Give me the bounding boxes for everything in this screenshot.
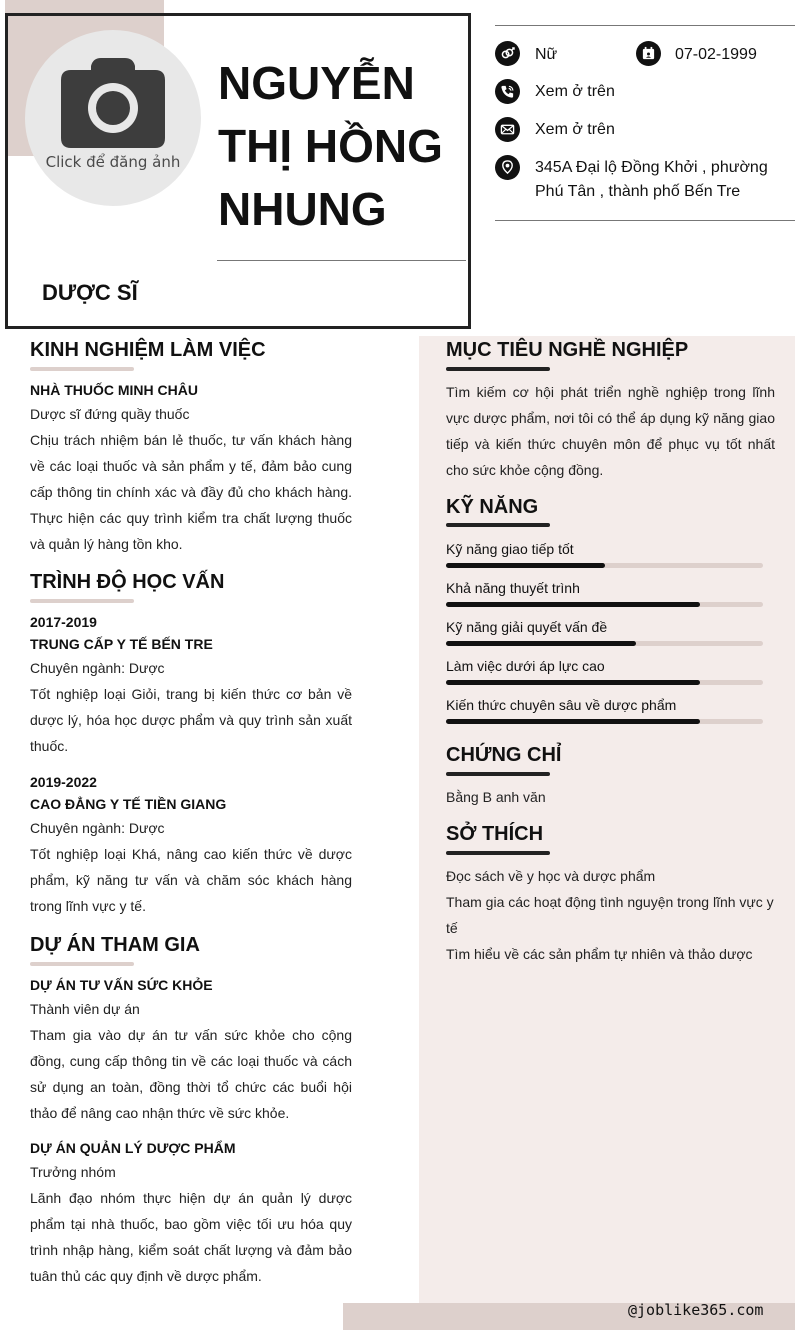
skill-item bbox=[446, 540, 763, 568]
job-title: DƯỢC SĨ bbox=[42, 280, 138, 305]
skill-bar bbox=[446, 719, 763, 724]
skill-item bbox=[446, 696, 763, 724]
section-underline bbox=[30, 599, 134, 603]
skill-item bbox=[446, 579, 763, 607]
skill-bar bbox=[446, 641, 763, 646]
section-underline bbox=[446, 772, 550, 776]
skill-item bbox=[446, 657, 763, 685]
education-period: 2019-2022 bbox=[30, 774, 97, 790]
envelope-icon bbox=[495, 117, 520, 142]
section-title-skills: KỸ NĂNG bbox=[446, 496, 539, 518]
skill-bar-fill bbox=[446, 563, 605, 568]
skill-bar-fill bbox=[446, 641, 636, 646]
skill-bar-fill bbox=[446, 719, 700, 724]
section-title-experience: KINH NGHIỆM LÀM VIỆC bbox=[30, 339, 266, 361]
section-title-hobbies: SỞ THÍCH bbox=[446, 823, 544, 845]
experience-description: Chịu trách nhiệm bán lẻ thuốc, tư vấn khách hàng về các loại thuốc và sản phẩm y tế, đảm bảo cung cấp thông tin chính xác và đầy đủ cho khách hàng. Thực hiện các quy trình kiểm tra chất lượng thuốc và quản lý hàng tồn kho. bbox=[30, 432, 352, 552]
contact-divider-bottom bbox=[495, 220, 795, 221]
education-major: Chuyên ngành: Dược bbox=[30, 660, 165, 676]
contact-phone: Xem ở trên bbox=[535, 83, 615, 100]
project-item bbox=[30, 1137, 352, 1289]
section-title-projects: DỰ ÁN THAM GIA bbox=[30, 934, 200, 956]
candidate-name: NGUYỄN THỊ HỒNG NHUNG bbox=[218, 57, 443, 235]
skill-bar-fill bbox=[446, 680, 700, 685]
education-description: Tốt nghiệp loại Giỏi, trang bị kiến thức cơ bản về dược lý, hóa học dược phẩm và quy trình sản xuất thuốc. bbox=[30, 686, 352, 754]
section-underline bbox=[30, 367, 134, 371]
skill-name: Kỹ năng giải quyết vấn đề bbox=[446, 619, 608, 635]
contact-gender: Nữ bbox=[535, 46, 558, 63]
contact-email: Xem ở trên bbox=[535, 121, 615, 138]
certificate-item: Bằng B anh văn bbox=[446, 789, 546, 805]
contact-address: 345A Đại lộ Đồng Khởi , phường Phú Tân , thành phố Bến Tre bbox=[535, 159, 768, 200]
education-school: TRUNG CẤP Y TẾ BẾN TRE bbox=[30, 636, 213, 652]
skill-bar-fill bbox=[446, 602, 700, 607]
camera-icon bbox=[61, 56, 165, 148]
location-pin-icon bbox=[495, 155, 520, 180]
hobby-item: Tìm hiểu về các sản phẩm tự nhiên và thảo dược bbox=[446, 946, 753, 962]
project-name: DỰ ÁN TƯ VẤN SỨC KHỎE bbox=[30, 977, 213, 993]
skill-bar bbox=[446, 680, 763, 685]
education-description: Tốt nghiệp loại Khá, nâng cao kiến thức về dược phẩm, kỹ năng tư vấn và chăm sóc khách hàng trong lĩnh vực y tế. bbox=[30, 846, 352, 914]
education-major: Chuyên ngành: Dược bbox=[30, 820, 165, 836]
project-role: Thành viên dự án bbox=[30, 1001, 140, 1017]
skill-item bbox=[446, 618, 763, 646]
section-underline bbox=[446, 367, 550, 371]
profile-photo-upload[interactable] bbox=[25, 30, 201, 206]
skill-bar bbox=[446, 602, 763, 607]
project-description: Tham gia vào dự án tư vấn sức khỏe cho cộng đồng, cung cấp thông tin về các loại thuốc và cách sử dụng an toàn, đồng thời tổ chức các buổi hội thảo để nâng cao nhận thức về sức khỏe. bbox=[30, 1027, 352, 1121]
education-period: 2017-2019 bbox=[30, 614, 97, 630]
project-item bbox=[30, 974, 352, 1126]
contact-dob: 07-02-1999 bbox=[675, 46, 757, 63]
section-underline bbox=[30, 962, 134, 966]
section-title-objective: MỤC TIÊU NGHỀ NGHIỆP bbox=[446, 339, 689, 361]
section-underline bbox=[446, 523, 550, 527]
experience-item bbox=[30, 379, 352, 557]
name-divider bbox=[217, 260, 466, 261]
project-role: Trưởng nhóm bbox=[30, 1164, 116, 1180]
skill-name: Kỹ năng giao tiếp tốt bbox=[446, 541, 574, 557]
section-title-education: TRÌNH ĐỘ HỌC VẤN bbox=[30, 571, 225, 593]
section-title-certificates: CHỨNG CHỈ bbox=[446, 744, 562, 766]
education-school: CAO ĐẲNG Y TẾ TIỀN GIANG bbox=[30, 796, 227, 812]
calendar-icon bbox=[636, 41, 661, 66]
photo-caption: Click để đăng ảnh bbox=[45, 153, 181, 171]
hobby-item: Đọc sách về y học và dược phẩm bbox=[446, 868, 656, 884]
phone-icon bbox=[495, 79, 520, 104]
contact-divider-top bbox=[495, 25, 795, 26]
skill-name: Làm việc dưới áp lực cao bbox=[446, 658, 605, 674]
footer-watermark: @joblike365.com bbox=[628, 1301, 764, 1319]
project-description: Lãnh đạo nhóm thực hiện dự án quản lý dược phẩm tại nhà thuốc, bao gồm việc tối ưu hóa quy trình nhập hàng, kiểm soát chất lượng và đảm bảo tuân thủ các quy định về dược phẩm. bbox=[30, 1190, 352, 1284]
section-underline bbox=[446, 851, 550, 855]
hobbies-list bbox=[446, 863, 775, 967]
project-name: DỰ ÁN QUẢN LÝ DƯỢC PHẨM bbox=[30, 1140, 236, 1156]
experience-position: Dược sĩ đứng quầy thuốc bbox=[30, 406, 190, 422]
education-item bbox=[30, 771, 352, 919]
skill-bar bbox=[446, 563, 763, 568]
objective-text: Tìm kiếm cơ hội phát triển nghề nghiệp trong lĩnh vực dược phẩm, nơi tôi có thể áp dụng kỹ năng giao tiếp và kiến thức chuyên môn để phục vụ tốt nhất cho sức khỏe cộng đồng. bbox=[446, 384, 775, 478]
experience-company: NHÀ THUỐC MINH CHÂU bbox=[30, 382, 198, 398]
education-item bbox=[30, 611, 352, 759]
hobby-item: Tham gia các hoạt động tình nguyện trong lĩnh vực y tế bbox=[446, 894, 774, 936]
gender-icon bbox=[495, 41, 520, 66]
skill-name: Kiến thức chuyên sâu về dược phẩm bbox=[446, 697, 677, 713]
skill-name: Khả năng thuyết trình bbox=[446, 580, 580, 596]
